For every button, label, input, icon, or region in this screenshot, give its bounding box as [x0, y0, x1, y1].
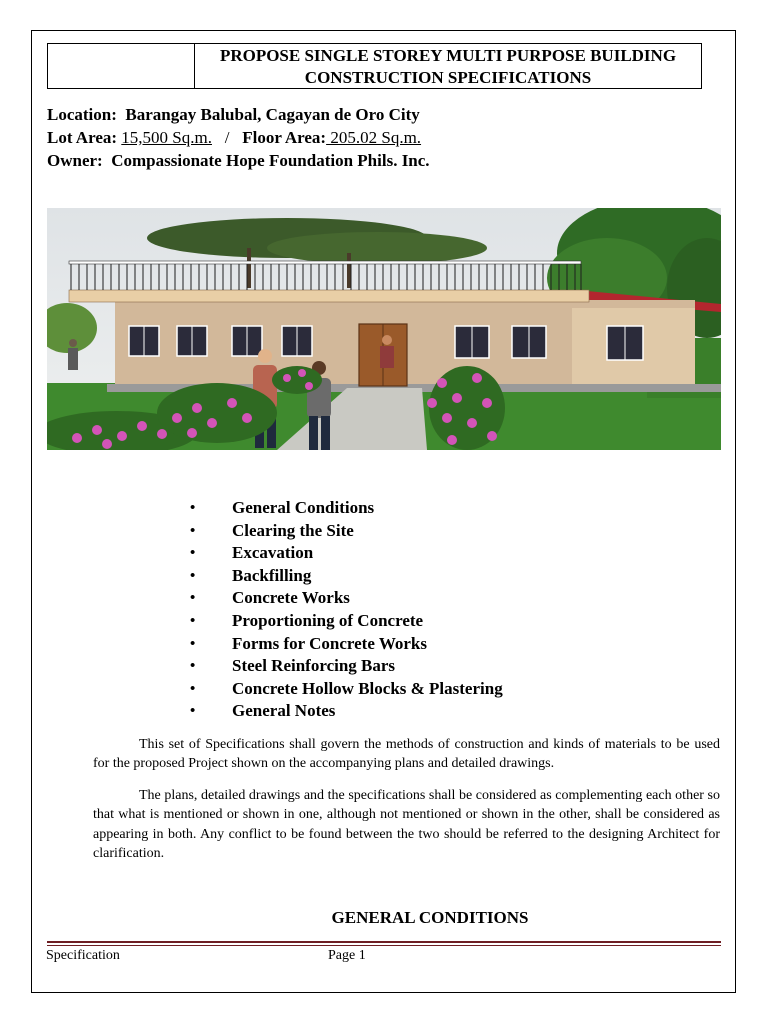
- title-box: [47, 43, 702, 89]
- floor-area-value: 205.02 Sq.m.: [326, 128, 422, 147]
- bullet-icon: •: [190, 612, 196, 629]
- title-line-2: CONSTRUCTION SPECIFICATIONS: [304, 68, 592, 87]
- area-separator: /: [224, 128, 230, 147]
- bullet-icon: •: [190, 703, 196, 720]
- contents-item-label: Proportioning of Concrete: [232, 610, 424, 630]
- contents-item: [190, 565, 503, 588]
- contents-item-label: Forms for Concrete Works: [232, 633, 427, 653]
- footer-rule-thick: [47, 941, 721, 943]
- building-rendering-image: [47, 208, 721, 450]
- lot-area-value: 15,500 Sq.m.: [121, 128, 212, 147]
- contents-item: [190, 655, 503, 678]
- bullet-icon: •: [190, 590, 196, 607]
- contents-item: [190, 700, 503, 723]
- building-rendering: [47, 208, 721, 450]
- bullet-icon: •: [190, 658, 196, 675]
- footer-label: Specification: [46, 948, 120, 963]
- owner-line: [47, 151, 430, 171]
- contents-item-label: Backfilling: [232, 565, 312, 585]
- area-line: [47, 128, 421, 148]
- bullet-icon: •: [190, 635, 196, 652]
- contents-item-label: Concrete Works: [232, 588, 350, 608]
- bullet-icon: •: [190, 545, 196, 562]
- contents-item: [190, 497, 503, 520]
- contents-item: [190, 542, 503, 565]
- bullet-icon: •: [190, 500, 196, 516]
- location-label: Location:: [47, 105, 117, 124]
- owner-value: Compassionate Hope Foundation Phils. Inc.: [111, 151, 430, 170]
- contents-item: [190, 633, 503, 656]
- page-number: Page 1: [328, 948, 366, 963]
- paragraph-2: The plans, detailed drawings and the specifications shall be considered as complementing each other so that what is mentioned or shown in one, although not mentioned or shown in the other, shall be considered as appearing in both. Any conflict to be found between the two should be referred to the designing Architect for clarification.: [93, 788, 720, 861]
- contents-item: [190, 520, 503, 543]
- contents-item-label: Concrete Hollow Blocks & Plastering: [232, 678, 503, 698]
- owner-label: Owner:: [47, 151, 103, 170]
- lot-area-label: Lot Area:: [47, 128, 118, 147]
- title-empty-cell: [48, 44, 195, 88]
- contents-item: [190, 610, 503, 633]
- bullet-icon: •: [190, 522, 196, 539]
- contents-item-label: General Notes: [232, 701, 336, 721]
- contents-item-label: Steel Reinforcing Bars: [232, 656, 396, 676]
- bullet-icon: •: [190, 567, 196, 584]
- footer-rule-thin: [47, 945, 721, 946]
- location-line: [47, 105, 420, 125]
- contents-item-label: Clearing the Site: [232, 520, 354, 540]
- location-value: Barangay Balubal, Cagayan de Oro City: [125, 105, 420, 124]
- contents-item: [190, 678, 503, 701]
- document-title: [195, 44, 701, 88]
- title-line-1: PROPOSE SINGLE STOREY MULTI PURPOSE BUILDING: [219, 46, 677, 65]
- contents-item-label: General Conditions: [232, 498, 375, 517]
- floor-area-label: Floor Area:: [242, 128, 327, 147]
- paragraph-1: This set of Specifications shall govern the methods of construction and kinds of materials to be used for the proposed Project shown on the accompanying plans and detailed drawings.: [93, 737, 720, 772]
- bullet-icon: •: [190, 680, 196, 697]
- contents-list: [190, 497, 503, 723]
- section-heading: GENERAL CONDITIONS: [331, 908, 529, 927]
- contents-item-label: Excavation: [232, 543, 314, 563]
- contents-item: [190, 587, 503, 610]
